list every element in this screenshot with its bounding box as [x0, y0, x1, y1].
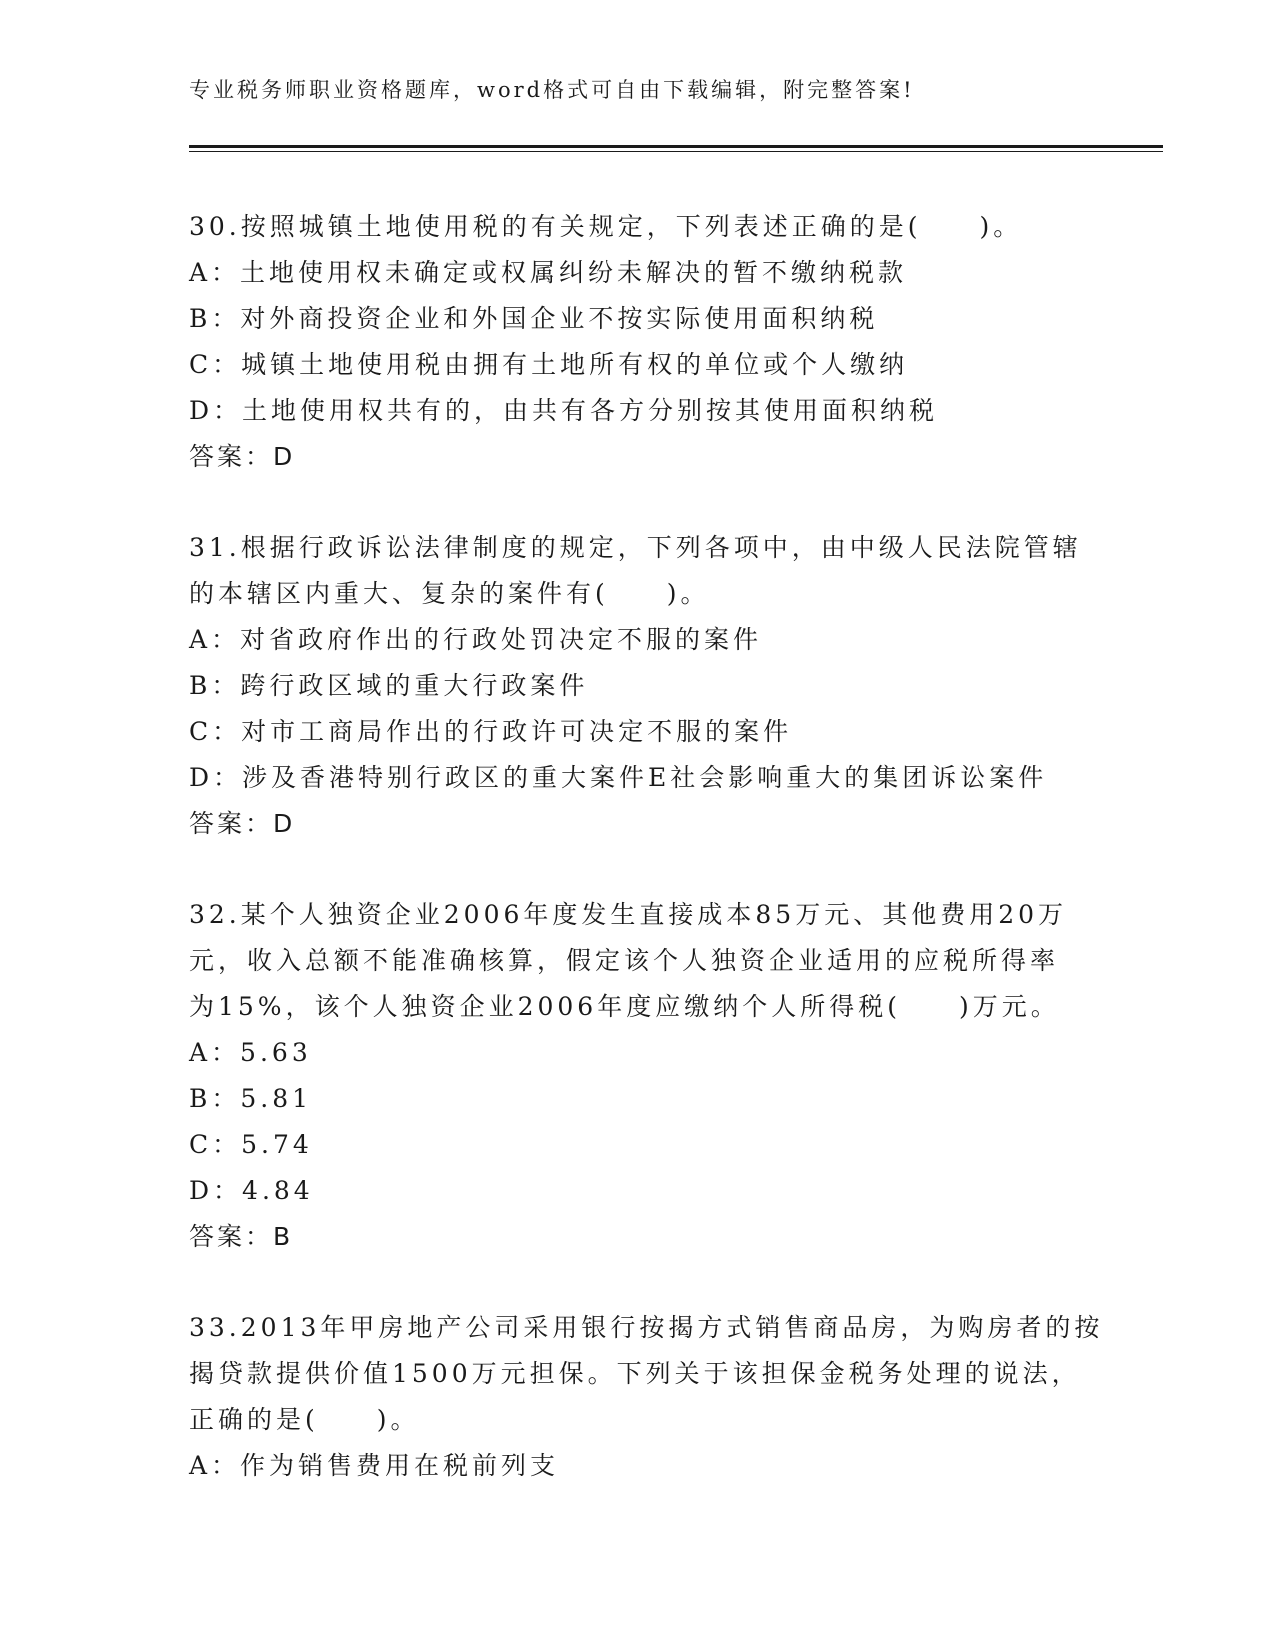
option-a: A：作为销售费用在税前列支 — [189, 1451, 560, 1480]
answer-line: 答案：D — [189, 809, 296, 838]
question-stem-line: 的本辖区内重大、复杂的案件有( )。 — [189, 579, 710, 608]
option-a: A：对省政府作出的行政处罚决定不服的案件 — [189, 625, 763, 654]
question-33 — [189, 1305, 1104, 1489]
header-rule-thick — [189, 145, 1163, 148]
question-stem-line: 30.按照城镇土地使用税的有关规定，下列表述正确的是( )。 — [189, 212, 1023, 241]
question-stem-line: 元，收入总额不能准确核算，假定该个人独资企业适用的应税所得率 — [189, 946, 1060, 975]
question-stem-line: 为15%，该个人独资企业2006年度应缴纳个人所得税( )万元。 — [189, 992, 1060, 1021]
option-b: B：对外商投资企业和外国企业不按实际使用面积纳税 — [189, 304, 879, 333]
option-b: B：跨行政区域的重大行政案件 — [189, 671, 589, 700]
option-a: A：土地使用权未确定或权属纠纷未解决的暂不缴纳税款 — [189, 258, 908, 287]
question-30 — [189, 204, 1089, 480]
question-stem-line: 揭贷款提供价值1500万元担保。下列关于该担保金税务处理的说法， — [189, 1359, 1081, 1388]
question-list — [189, 204, 1104, 1534]
question-32 — [189, 892, 1089, 1260]
page-header: 专业税务师职业资格题库，word格式可自由下载编辑，附完整答案! — [189, 78, 915, 102]
question-stem-line: 32.某个人独资企业2006年度发生直接成本85万元、其他费用20万 — [189, 900, 1068, 929]
question-31 — [189, 525, 1089, 847]
option-b: B：5.81 — [189, 1084, 313, 1113]
option-d: D：4.84 — [189, 1176, 314, 1205]
option-d: D：土地使用权共有的，由共有各方分别按其使用面积纳税 — [189, 396, 939, 425]
answer-line: 答案：D — [189, 442, 296, 471]
option-c: C：5.74 — [189, 1130, 313, 1159]
header-rule-thin — [189, 151, 1163, 152]
question-stem-line: 33.2013年甲房地产公司采用银行按揭方式销售商品房，为购房者的按 — [189, 1313, 1104, 1342]
question-stem-line: 正确的是( )。 — [189, 1405, 420, 1434]
answer-line: 答案：B — [189, 1222, 294, 1251]
option-a: A：5.63 — [189, 1038, 312, 1067]
option-c: C：城镇土地使用税由拥有土地所有权的单位或个人缴纳 — [189, 350, 909, 379]
question-stem-line: 31.根据行政诉讼法律制度的规定，下列各项中，由中级人民法院管辖 — [189, 533, 1082, 562]
option-c: C：对市工商局作出的行政许可决定不服的案件 — [189, 717, 793, 746]
option-d: D：涉及香港特别行政区的重大案件E社会影响重大的集团诉讼案件 — [189, 763, 1048, 792]
